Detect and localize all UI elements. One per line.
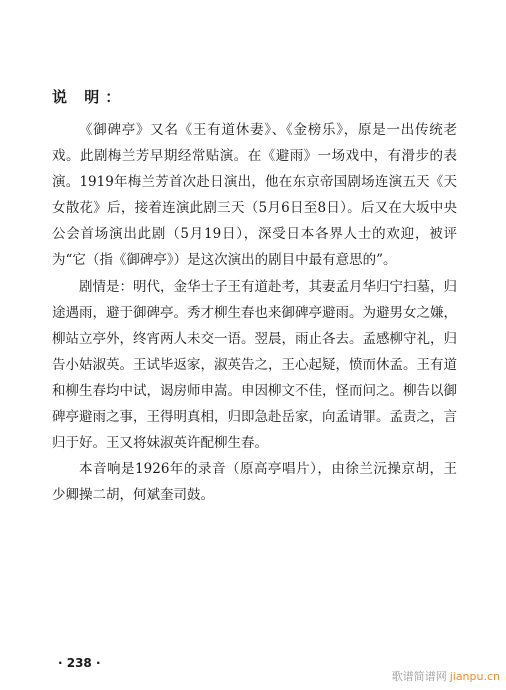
paragraph-recording: 本音响是1926年的录音（原高亭唱片），由徐兰沅操京胡，王少卿操二胡，何斌奎司鼓。 (52, 461, 457, 504)
body-text (52, 117, 457, 508)
page-number: · 238 · (58, 656, 101, 670)
watermark (392, 668, 500, 684)
paragraph-plot: 剧情是：明代，金华士子王有道赴考，其妻孟月华归宁扫墓，归途遇雨，避于御碑亭。秀才柳生春也来御碑亭避雨。为避男女之嫌，柳站立亭外，终宵两人未交一语。翌晨，雨止各去。孟感柳守礼，归告小姑淑英。王试毕返家，淑英告之，王心起疑，愤而休孟。王有道和柳生春均中试，谒房师申嵩。申因柳文不佳，怪而问之。柳告以御碑亭避雨之事，王得明真相，归即急赴岳家，向孟请罪。孟责之，言归于好。王又将妹淑英许配柳生春。 (52, 278, 457, 452)
section-heading: 说 明： (52, 88, 127, 106)
watermark-url: jianpu.cn (449, 670, 500, 683)
paragraph-background: 《御碑亭》又名《王有道休妻》、《金榜乐》，原是一出传统老戏。此剧梅兰芳早期经常贴演。在《避雨》一场戏中，有滑步的表演。1919年梅兰芳首次赴日演出，他在东京帝国剧场连演五天《天女散花》后，接着连演此剧三天（5月6日至8日）。后又在大坂中央公会首场演出此剧（5月19日），深受日本各界人士的欢迎，被评为“它（指《御碑亭》）是这次演出的剧目中最有意思的”。 (52, 122, 457, 269)
watermark-site-name: 歌谱简谱网 (391, 670, 447, 683)
